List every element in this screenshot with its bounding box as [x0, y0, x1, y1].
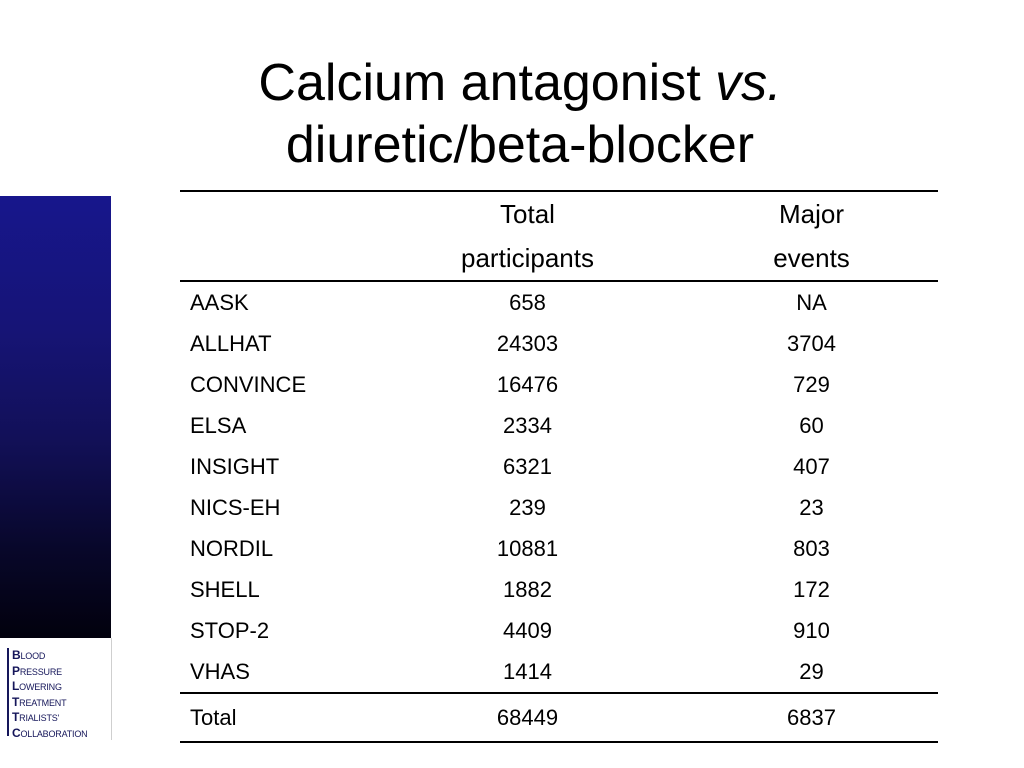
header-empty: [180, 191, 370, 236]
logo-line-5: TRIALISTS': [12, 710, 60, 724]
trial-participants: 10881: [496, 535, 559, 561]
header-events-2: events: [685, 236, 938, 281]
trial-name: STOP-2: [190, 617, 270, 643]
trial-events: 803: [793, 535, 830, 561]
total-row: [180, 693, 938, 742]
logo-vertical-rule: [7, 648, 9, 736]
trial-name: CONVINCE: [190, 371, 307, 397]
trials-table: [180, 190, 938, 743]
total-participants: 68449: [370, 693, 685, 742]
trial-participants: 4409: [503, 617, 552, 643]
trial-name: NORDIL: [190, 535, 274, 561]
trial-name: ELSA: [190, 412, 247, 438]
trial-name: ALLHAT: [190, 330, 272, 356]
logo-line-1: BLOOD: [12, 648, 46, 662]
header-participants-2: participants: [370, 236, 685, 281]
logo-line-6: COLLABORATION: [12, 725, 88, 740]
header-participants-1: Total: [500, 199, 555, 229]
trial-participants: 2334: [503, 412, 552, 438]
header-empty-2: [180, 236, 370, 281]
logo-line-2: PRESSURE: [12, 663, 62, 678]
trial-events: 729: [793, 371, 830, 397]
trial-events: 407: [793, 453, 830, 479]
trial-participants: 1882: [503, 576, 552, 602]
trial-participants: 6321: [503, 453, 552, 479]
total-label: Total: [180, 693, 370, 742]
sidebar-gradient-bar: [0, 196, 111, 638]
trial-participants: 239: [509, 494, 546, 520]
table-row: [180, 569, 938, 610]
trial-events: 29: [799, 658, 824, 684]
trial-name: AASK: [190, 289, 249, 315]
bpltc-logo: [0, 638, 112, 740]
trial-name: VHAS: [190, 658, 250, 684]
trial-events: 23: [799, 494, 824, 520]
logo-text-block: [7, 648, 107, 738]
trial-participants: 24303: [496, 330, 559, 356]
table-row: [180, 281, 938, 323]
trial-events: 172: [793, 576, 830, 602]
trial-participants: 16476: [496, 371, 559, 397]
total-events: 6837: [685, 693, 938, 742]
trial-events: 3704: [787, 330, 836, 356]
table-row: [180, 446, 938, 487]
trial-participants: 658: [509, 289, 546, 315]
title-line-2: diuretic/beta-blocker: [285, 116, 755, 174]
title-line-1: Calcium antagonist vs.: [258, 54, 782, 112]
table-row: [180, 323, 938, 364]
trial-events: 910: [793, 617, 830, 643]
trial-participants: 1414: [503, 658, 552, 684]
logo-line-4: TREATMENT: [12, 694, 67, 709]
trial-name: SHELL: [190, 576, 260, 602]
table-row: [180, 487, 938, 528]
trial-events: NA: [796, 289, 827, 315]
trial-events: 60: [799, 412, 824, 438]
table-row: [180, 651, 938, 693]
table-row: [180, 610, 938, 651]
trial-name: NICS-EH: [190, 494, 281, 520]
table-row: [180, 364, 938, 405]
table-row: [180, 528, 938, 569]
slide-title: [180, 52, 860, 176]
logo-line-3: LOWERING: [12, 679, 62, 693]
table-row: [180, 405, 938, 446]
header-events-1: Major: [778, 199, 844, 229]
trial-name: INSIGHT: [190, 453, 280, 479]
